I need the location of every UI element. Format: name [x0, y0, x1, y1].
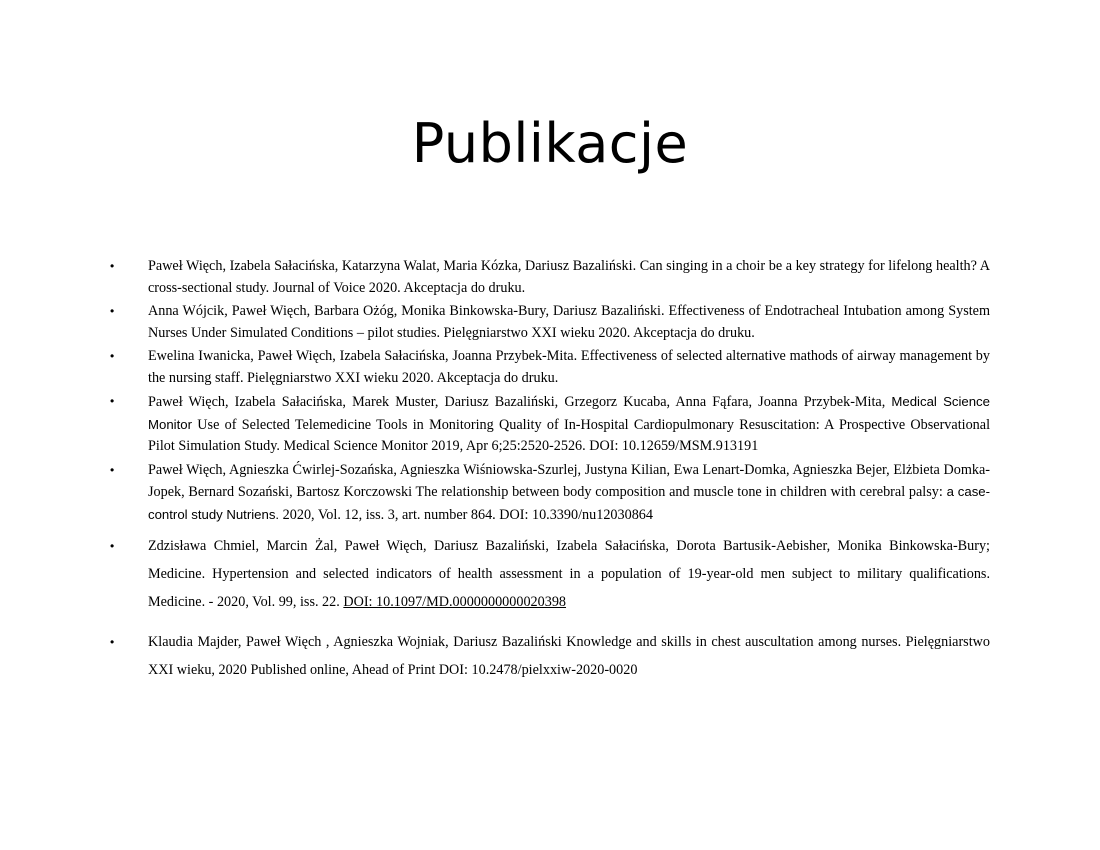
publication-text: Paweł Więch, Izabela Sałacińska, Katarzyna Walat, Maria Kózka, Dariusz Bazaliński. Can singing in a choir be a key strategy for lifelong health? A cross-sectional study. Journal of Voice 2020. Akceptacja do druku.	[148, 258, 990, 296]
doi-link[interactable]: DOI: 10.1097/MD.0000000000020398	[343, 594, 567, 610]
publication-text: Klaudia Majder, Paweł Więch , Agnieszka Wojniak, Dariusz Bazaliński Knowledge and skills in chest auscultation among nurses. Pielęgniarstwo XXI wieku, 2020 Published online, Ahead of Print DOI: 10.2478/pielxxiw-2020-0020	[148, 634, 990, 678]
publication-item	[110, 256, 990, 299]
bullet: •	[110, 462, 115, 477]
publication-item	[110, 346, 990, 389]
bullet: •	[110, 349, 115, 363]
publication-item	[110, 391, 990, 458]
bullet: •	[110, 259, 115, 273]
page-title: Publikacje	[411, 112, 689, 175]
publication-text: Ewelina Iwanicka, Paweł Więch, Izabela Sałacińska, Joanna Przybek-Mita. Effectiveness of selected alternative mathods of airway management by the nursing staff. Pielęgniarstwo XXI wieku 2020. Akceptacja do druku.	[148, 348, 990, 386]
journal-name: Medical Science Monitor	[148, 394, 990, 432]
publication-item	[110, 301, 990, 344]
publication-text: Paweł Więch, Izabela Sałacińska, Marek Muster, Dariusz Bazaliński, Grzegorz Kucaba, Anna Fąfara, Joanna Przybek-Mita,	[148, 394, 886, 410]
publication-text: Use of Selected Telemedicine Tools in Monitoring Quality of In-Hospital Cardiopulmonary Resuscitation: A Prospective Observational Pilot Simulation Study. Medical Science Monitor 2019, Apr 6;25:2520-2526. DOI: 10.12659/MSM.913191	[148, 416, 991, 454]
bullet: •	[110, 539, 115, 553]
bullet: •	[110, 635, 115, 649]
bullet: •	[110, 304, 115, 318]
publication-text: Paweł Więch, Agnieszka Ćwirlej-Sozańska, Agnieszka Wiśniowska-Szurlej, Justyna Kilian, Ewa Lenart-Domka, Agnieszka Bejer, Elżbieta Domka-Jopek, Bernard Sozański, Bartosz Korczowski The relationship between body composition and muscle tone in children with cerebral palsy:	[148, 461, 990, 500]
publication-list	[110, 256, 990, 686]
publication-item	[110, 460, 990, 527]
journal-name: Nutriens.	[226, 506, 280, 522]
bullet: •	[110, 394, 115, 408]
publication-text: 2020, Vol. 12, iss. 3, art. number 864. DOI: 10.3390/nu12030864	[282, 506, 653, 523]
publication-item	[110, 628, 990, 684]
study-type: a case-control study	[148, 484, 991, 522]
publication-text: Anna Wójcik, Paweł Więch, Barbara Ożóg, Monika Binkowska-Bury, Dariusz Bazaliński. Effectiveness of Endotracheal Intubation among System Nurses Under Simulated Conditions – pilot studies. Pielęgniarstwo XXI wieku 2020. Akceptacja do druku.	[148, 303, 990, 341]
publication-item	[110, 532, 990, 616]
publication-text: Zdzisława Chmiel, Marcin Żal, Paweł Więch, Dariusz Bazaliński, Izabela Sałacińska, Dorota Bartusik-Aebisher, Monika Binkowska-Bury; Medicine. Hypertension and selected indicators of health assessment in a population of 19-year-old men subject to military qualifications. Medicine. - 2020, Vol. 99, iss. 22.	[148, 538, 990, 610]
